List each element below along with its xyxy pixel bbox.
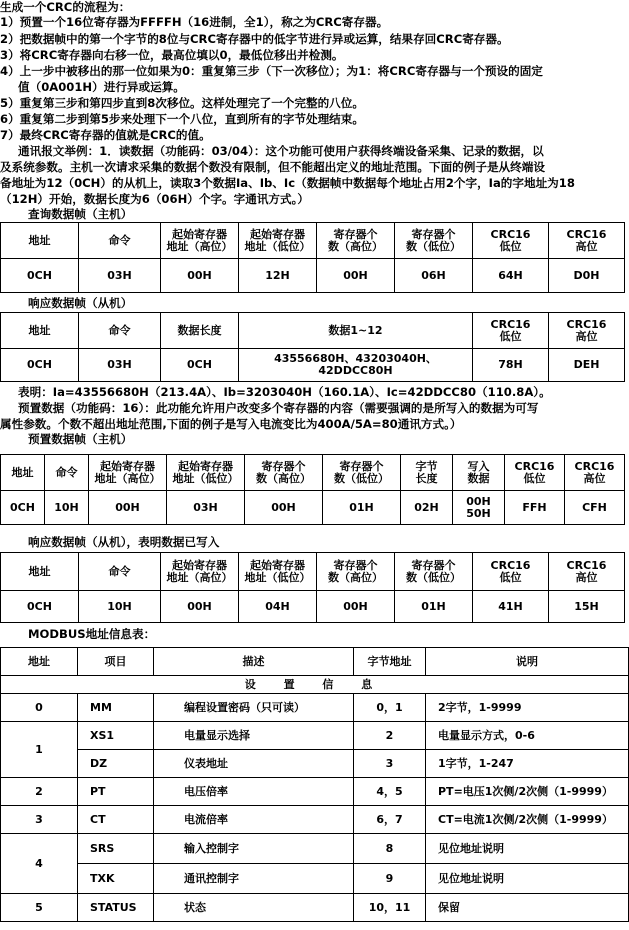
note-line-2: 预置数据（功能码：16）：此功能允许用户改变多个寄存器的内容（需要强调的是所写入的数据为可写 [18, 401, 539, 415]
cell: CRC16 低位 [505, 455, 565, 491]
desc-cell: 电压倍率 [154, 778, 354, 806]
step-6: 6）重复第二步到第5步来处理下一个八位，直到所有的字节处理结束。 [0, 112, 364, 126]
cell: 03H [167, 491, 245, 525]
step-4: 4）上一步中被移出的那一位如果为0：重复第三步（下一次移位）；为1：将CRC寄存器与一个预设的固定 [0, 64, 543, 78]
note-cell: 见位地址说明 [426, 864, 629, 894]
addr-cell: 0 [1, 694, 78, 722]
cell: 0CH [1, 591, 79, 623]
header-cell: 地址 [1, 648, 78, 676]
cell: CRC16 低位 [473, 223, 549, 259]
desc-cell: 输入控制字 [154, 834, 354, 864]
para-line-3: 备地址为12（0CH）的从机上，读取3个数据Ia、Ib、Ic（数据帧中数据每个地址占用2个字，Ia的字地址为18 [0, 176, 575, 190]
table-row [1, 591, 625, 623]
cell: 10H [79, 591, 161, 623]
byte-cell: 0，1 [354, 694, 426, 722]
table-row [1, 894, 629, 922]
cell: 寄存器个 数（低位） [323, 455, 401, 491]
cell: 41H [473, 591, 549, 623]
note-cell: 1字节，1-247 [426, 750, 629, 778]
cell: 字节 长度 [401, 455, 453, 491]
cell: 43556680H、43203040H、42DDCC80H [239, 349, 473, 382]
resp-read-table [0, 312, 625, 382]
header-cell: 说明 [426, 648, 629, 676]
note-cell: 见位地址说明 [426, 834, 629, 864]
cell: 起始寄存器 地址（低位） [239, 553, 317, 591]
byte-cell: 8 [354, 834, 426, 864]
cell: 数据1~12 [239, 313, 473, 349]
item-cell: MM [78, 694, 154, 722]
cell: 寄存器个 数（高位） [317, 223, 395, 259]
cell: 78H [473, 349, 549, 382]
cell: CRC16 低位 [473, 313, 549, 349]
note-cell: 电量显示方式，0-6 [426, 722, 629, 750]
desc-cell: 编程设置密码（只可读） [154, 694, 354, 722]
cell: 00H [161, 591, 239, 623]
addr-cell: 2 [1, 778, 78, 806]
table-header-row [1, 455, 625, 491]
cell: 64H [473, 259, 549, 293]
cell: FFH [505, 491, 565, 525]
intro-title: 生成一个CRC的流程为： [0, 0, 131, 14]
note-cell: PT=电压1次侧/2次侧（1-9999） [426, 778, 629, 806]
cell: DEH [549, 349, 625, 382]
cell: 命令 [79, 223, 161, 259]
cell: 起始寄存器 地址（高位） [161, 223, 239, 259]
step-7: 7）最终CRC寄存器的值就是CRC的值。 [0, 128, 211, 142]
cell: 地址 [1, 455, 45, 491]
cell: 01H [395, 591, 473, 623]
desc-cell: 电流倍率 [154, 806, 354, 834]
cell: 起始寄存器 地址（低位） [167, 455, 245, 491]
header-cell: 字节地址 [354, 648, 426, 676]
byte-cell: 2 [354, 722, 426, 750]
byte-cell: 4，5 [354, 778, 426, 806]
step-3: 3）将CRC寄存器向右移一位，最高位填以0，最低位移出并检测。 [0, 48, 344, 62]
cell: 地址 [1, 553, 79, 591]
cell: CRC16 高位 [549, 553, 625, 591]
modbus-table [0, 647, 629, 922]
item-cell: TXK [78, 864, 154, 894]
resp-write-table [0, 552, 625, 623]
cell: 00H [245, 491, 323, 525]
note-line-3: 属性参数。个数不超出地址范围,下面的例子是写入电流变比为400A/5A=80通讯方式。） [0, 417, 462, 431]
table-row [1, 864, 629, 894]
byte-cell: 6，7 [354, 806, 426, 834]
cell: 地址 [1, 223, 79, 259]
table-row [1, 259, 625, 293]
cell: 12H [239, 259, 317, 293]
item-cell: DZ [78, 750, 154, 778]
table-header-row [1, 553, 625, 591]
addr-cell: 4 [1, 834, 78, 894]
cell: 06H [395, 259, 473, 293]
resp-read-label: 响应数据帧（从机） [28, 296, 133, 310]
item-cell: PT [78, 778, 154, 806]
byte-cell: 3 [354, 750, 426, 778]
cell: 10H [45, 491, 89, 525]
step-4-cont: 值（0A001H）进行异或运算。 [18, 80, 185, 94]
cell: 起始寄存器 地址（高位） [89, 455, 167, 491]
table-row [1, 491, 625, 525]
query-read-label: 查询数据帧（主机） [28, 207, 133, 221]
cell: 写入 数据 [453, 455, 505, 491]
addr-cell: 5 [1, 894, 78, 922]
cell: 00H [317, 259, 395, 293]
cell: 寄存器个 数（低位） [395, 223, 473, 259]
cell: 15H [549, 591, 625, 623]
item-cell: SRS [78, 834, 154, 864]
cell: 寄存器个 数（高位） [245, 455, 323, 491]
table-row [1, 750, 629, 778]
query-write-table [0, 454, 625, 525]
table-header-row [1, 648, 629, 676]
cell: 0CH [1, 349, 79, 382]
cell: 04H [239, 591, 317, 623]
cell: 地址 [1, 313, 79, 349]
byte-cell: 9 [354, 864, 426, 894]
cell: 03H [79, 259, 161, 293]
cell: 0CH [1, 491, 45, 525]
cell: 命令 [45, 455, 89, 491]
cell: CFH [565, 491, 625, 525]
table-row [1, 834, 629, 864]
cell: 03H [79, 349, 161, 382]
cell: 寄存器个 数（低位） [395, 553, 473, 591]
cell: 01H [323, 491, 401, 525]
query-read-table [0, 222, 625, 293]
cell: 00H [161, 259, 239, 293]
query-write-label: 预置数据帧（主机） [28, 432, 133, 446]
item-cell: STATUS [78, 894, 154, 922]
para-line-2: 及系统参数。主机一次请求采集的数据个数没有限制，但不能超出定义的地址范围。下面的例子是从终端设 [0, 160, 545, 174]
desc-cell: 电量显示选择 [154, 722, 354, 750]
cell: 0CH [161, 349, 239, 382]
desc-cell: 通讯控制字 [154, 864, 354, 894]
cell: CRC16 高位 [565, 455, 625, 491]
cell: 02H [401, 491, 453, 525]
note-cell: 保留 [426, 894, 629, 922]
table-row [1, 722, 629, 750]
resp-write-label: 响应数据帧（从机），表明数据已写入 [28, 535, 220, 549]
addr-cell: 1 [1, 722, 78, 778]
cell: 起始寄存器 地址（高位） [161, 553, 239, 591]
header-cell: 描述 [154, 648, 354, 676]
byte-cell: 10，11 [354, 894, 426, 922]
table-row [1, 806, 629, 834]
cell: CRC16 高位 [549, 313, 625, 349]
table-row [1, 694, 629, 722]
cell: 00H 50H [453, 491, 505, 525]
cell: 起始寄存器 地址（低位） [239, 223, 317, 259]
cell: 数据长度 [161, 313, 239, 349]
desc-cell: 仪表地址 [154, 750, 354, 778]
note-cell: 2字节，1-9999 [426, 694, 629, 722]
step-2: 2）把数据帧中的第一个字节的8位与CRC寄存器中的低字节进行异或运算，结果存回CRC寄存器。 [0, 32, 509, 46]
table-header-row [1, 223, 625, 259]
cell: D0H [549, 259, 625, 293]
step-1: 1）预置一个16位寄存器为FFFFH（16进制，全1），称之为CRC寄存器。 [0, 15, 389, 29]
header-cell: 项目 [78, 648, 154, 676]
cell: CRC16 高位 [549, 223, 625, 259]
cell: 00H [317, 591, 395, 623]
table-row [1, 349, 625, 382]
cell: 命令 [79, 313, 161, 349]
cell: CRC16 低位 [473, 553, 549, 591]
para-line-4: （12H）开始，数据长度为6（06H）个字。字通讯方式。） [0, 192, 310, 206]
note-cell: CT=电流1次侧/2次侧（1-9999） [426, 806, 629, 834]
step-5: 5）重复第三步和第四步直到8次移位。这样处理完了一个完整的八位。 [0, 96, 364, 110]
cell: 命令 [79, 553, 161, 591]
note-line-1: 表明：Ia=43556680H（213.4A）、Ib=3203040H（160.1A）、Ic=42DDCC80（110.8A）。 [18, 385, 551, 399]
item-cell: CT [78, 806, 154, 834]
desc-cell: 状态 [154, 894, 354, 922]
item-cell: XS1 [78, 722, 154, 750]
cell: 00H [89, 491, 167, 525]
section-row [1, 676, 629, 694]
modbus-label: MODBUS地址信息表： [28, 627, 156, 641]
cell: 寄存器个 数（高位） [317, 553, 395, 591]
addr-cell: 3 [1, 806, 78, 834]
table-header-row [1, 313, 625, 349]
para-line-1: 通讯报文举例：1．读数据（功能码：03/04）：这个功能可使用户获得终端设备采集、记录的数据，以 [18, 144, 544, 158]
cell: 0CH [1, 259, 79, 293]
section-title: 设 置 信 息 [1, 676, 629, 694]
table-row [1, 778, 629, 806]
